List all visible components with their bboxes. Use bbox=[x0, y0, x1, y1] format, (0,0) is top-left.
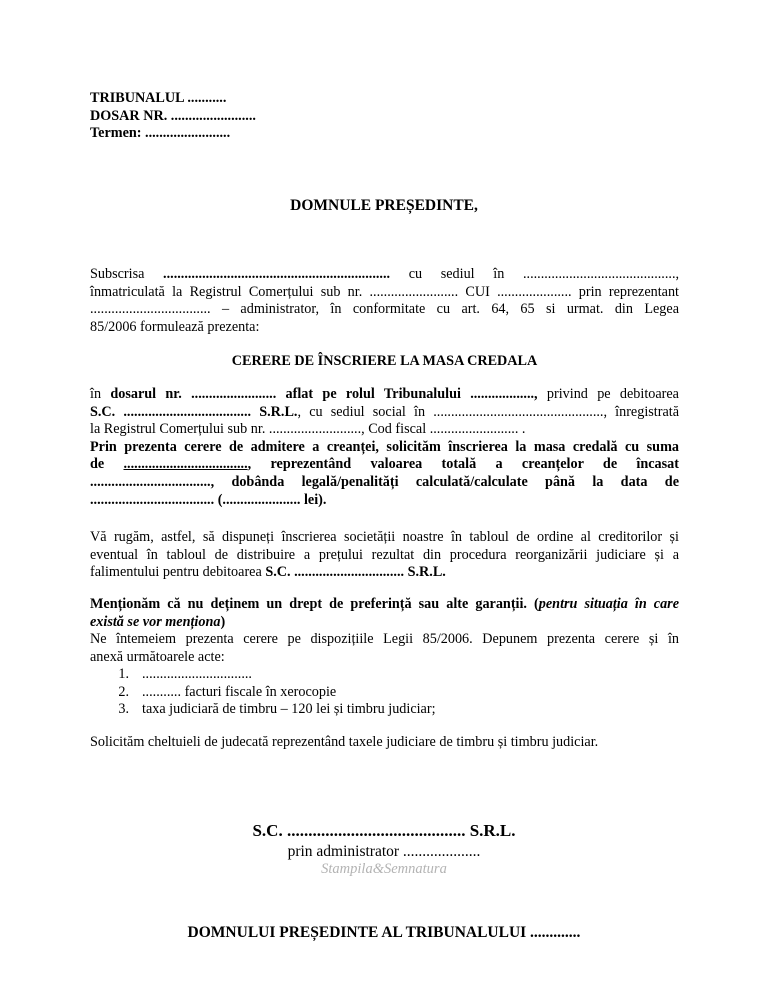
claim-line-1: în dosarul nr. ........................ aflat pe rolul Tribunalului .................., privind pe debitoarea bbox=[90, 386, 679, 402]
signature-company: S.C. .......................................... S.R.L. bbox=[252, 821, 516, 840]
salutation: DOMNULE PREȘEDINTE, bbox=[290, 197, 478, 214]
request-title: CERERE DE ÎNSCRIERE LA MASA CREDALA bbox=[231, 353, 538, 369]
guarantee-paragraph bbox=[90, 596, 679, 666]
legal-line-2: anexă următoarele acte: bbox=[90, 648, 225, 665]
case-header bbox=[90, 90, 679, 143]
stamp-signature-placeholder: Stampila&Semnatura bbox=[321, 861, 447, 877]
claim-line-3: la Registrul Comerțului sub nr. .........................., Cod fiscal ......................... . bbox=[90, 421, 526, 438]
file-number-line: DOSAR NR. ........................ bbox=[90, 107, 256, 124]
attachments-list bbox=[111, 666, 671, 719]
list-item: 2. ........... facturi fiscale în xerocopie bbox=[118, 683, 337, 700]
costs-line: Solicităm cheltuieli de judecată reprezentând taxele judiciare de timbru și timbru judiciar. bbox=[90, 734, 599, 750]
plea-line-2: eventual în tabloul de distribuire a prețului rezultat din procedura reorganizării judiciare și a bbox=[90, 546, 679, 563]
term-line: Termen: ........................ bbox=[90, 125, 231, 142]
legal-line-1: Ne întemeiem prezenta cerere pe dispozițiile Legii 85/2006. Depunem prezenta cerere și în bbox=[90, 631, 679, 648]
claim-line-6: .................................., dobânda legală/penalități calculată/calculate până la data de bbox=[90, 473, 679, 490]
claim-paragraph bbox=[90, 386, 679, 509]
signature-block bbox=[0, 820, 768, 878]
plea-line-3: falimentului pentru debitoarea S.C. ............................... S.R.L. bbox=[90, 564, 446, 581]
intro-line-1: Subscrisa ................................................................ cu sediul în ..........................................., bbox=[90, 266, 680, 282]
claim-line-7: ................................... (...................... lei). bbox=[90, 491, 327, 508]
plea-line-1: Vă rugăm, astfel, să dispuneți înscrierea societății noastre în tabloul de ordine al creditorilor și bbox=[90, 529, 679, 545]
intro-line-3: .................................. – administrator, în conformitate cu art. 64, 65 si urmat. din Legea bbox=[90, 301, 679, 318]
claim-line-2: S.C. .................................... S.R.L., cu sediul social în ................................................, înregistrată bbox=[90, 403, 679, 420]
claim-line-5: de ..................................., reprezentând valoarea totală a creanțelor de încasat bbox=[90, 456, 679, 473]
signature-admin: prin administrator .................... bbox=[287, 843, 481, 860]
intro-paragraph bbox=[90, 266, 679, 336]
guarantee-line-1: Menționăm că nu deținem un drept de preferință sau alte garanții. (pentru situația în care bbox=[90, 596, 680, 612]
intro-line-2: înmatriculată la Registrul Comerțului sub nr. ......................... CUI ..................... prin reprezentant bbox=[90, 283, 679, 300]
tribunal-line: TRIBUNALUL ........... bbox=[90, 90, 227, 106]
claim-line-4: Prin prezenta cerere de admitere a creanței, solicităm înscrierea la masa credală cu suma bbox=[90, 438, 679, 455]
list-item: 3. taxa judiciară de timbru – 120 lei și timbru judiciar; bbox=[118, 701, 436, 718]
intro-line-4: 85/2006 formulează prezenta: bbox=[90, 318, 260, 335]
list-item: 1. ............................... bbox=[118, 666, 252, 682]
addressee: DOMNULUI PREȘEDINTE AL TRIBUNALULUI ............. bbox=[187, 924, 581, 941]
plea-paragraph bbox=[90, 529, 679, 582]
guarantee-line-2: există se vor menționa) bbox=[90, 613, 226, 630]
